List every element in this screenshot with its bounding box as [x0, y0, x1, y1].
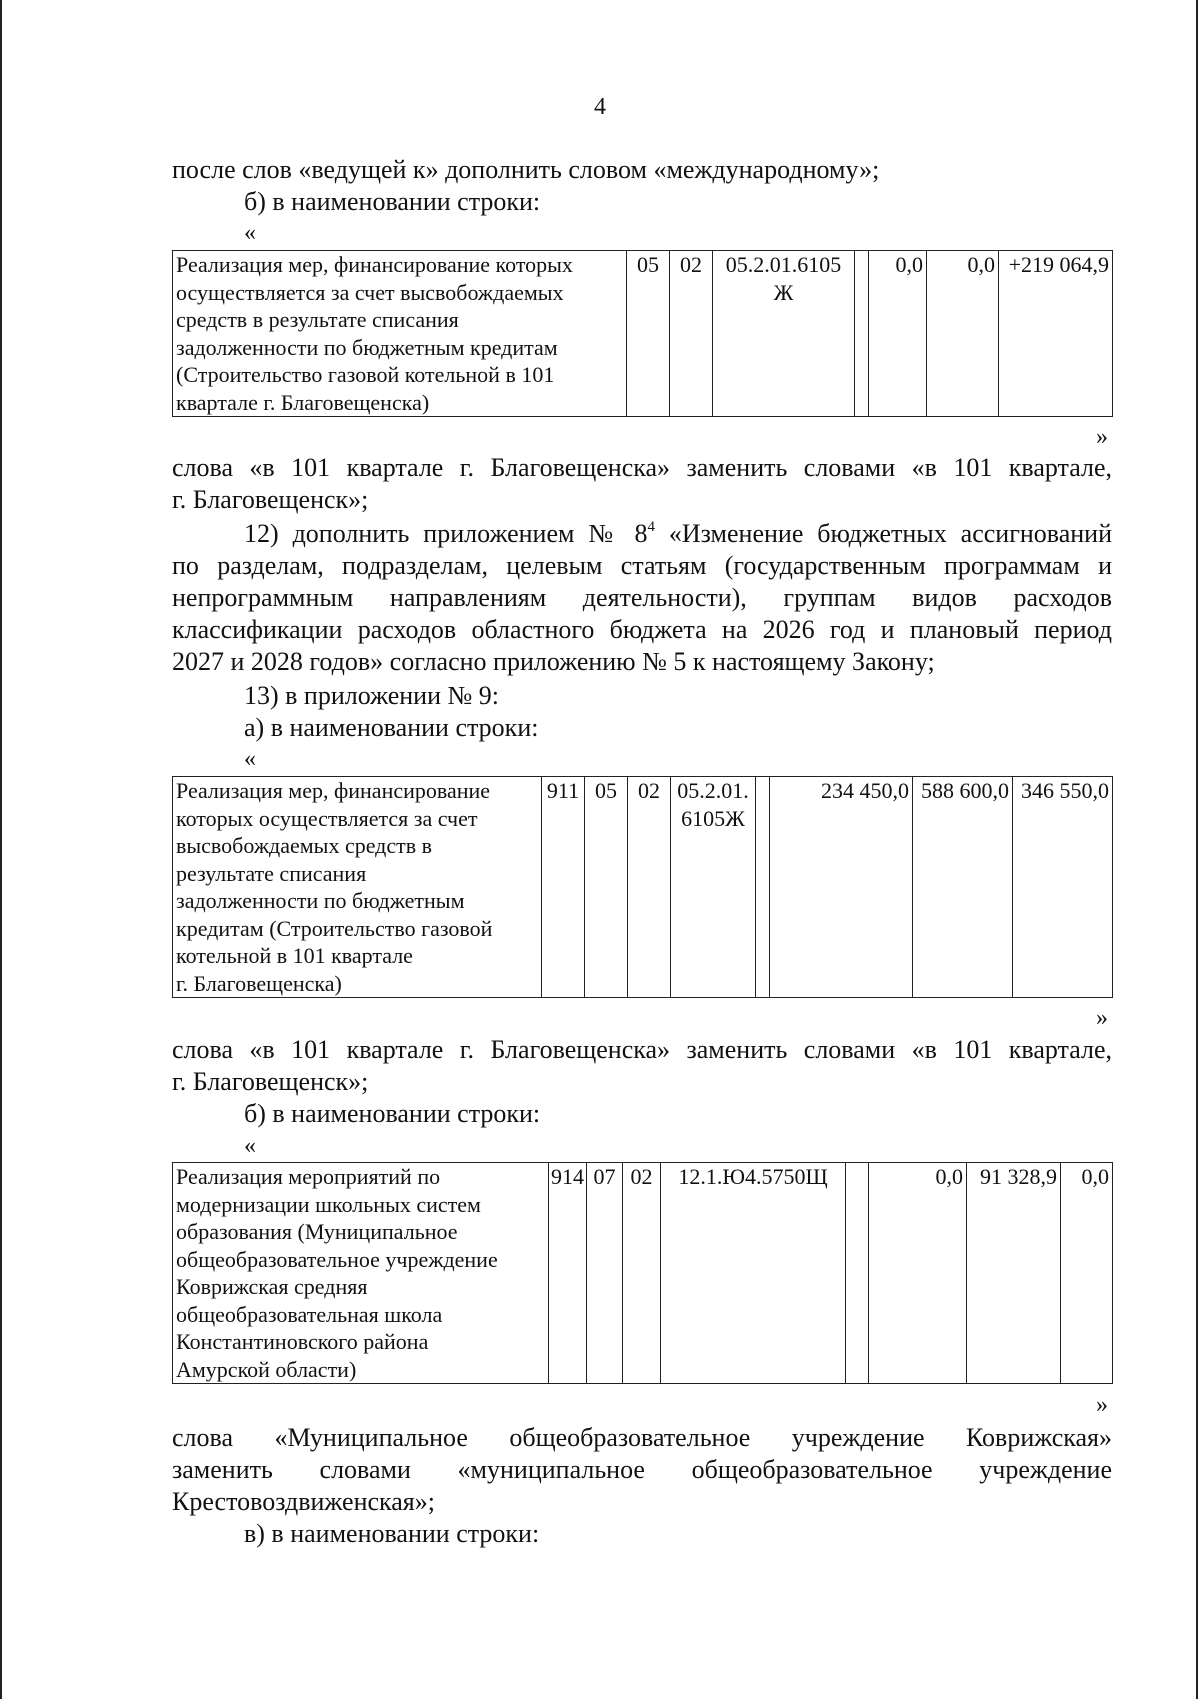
csr-cell: 12.1.Ю4.5750Щ	[661, 1163, 846, 1384]
text-line: б) в наименовании строки:	[244, 187, 541, 216]
razdel-cell: 05	[585, 777, 628, 998]
vr-cell	[846, 1163, 869, 1384]
text-line: после слов «ведущей к» дополнить словом «международному»;	[172, 155, 880, 184]
scan-right-edge	[1196, 0, 1198, 1699]
text-line: в) в наименовании строки:	[244, 1519, 540, 1548]
scan-left-edge	[0, 0, 2, 1699]
text-line: г. Благовещенск»;	[172, 485, 369, 514]
sum-cell-1: 0,0	[869, 1163, 967, 1384]
row-description: Реализация мер, финансирование которых осуществляется за счет высвобождаемых средств в результате списания задолженности по бюджетным кредитам (Строительство газовой котельной в 101 квартале г. Благовещенска)	[173, 777, 542, 998]
text-line: г. Благовещенск»;	[172, 1067, 369, 1096]
text-line: слова «в 101 квартале г. Благовещенска» заменить словами «в 101 квартале,	[172, 453, 1112, 482]
podrazdel-cell: 02	[628, 777, 671, 998]
text-line: Крестовоздвиженская»;	[172, 1487, 435, 1516]
page-number: 4	[594, 94, 606, 120]
text-line: классификации расходов областного бюджета на 2026 год и плановый период	[172, 615, 1112, 644]
open-quote: «	[244, 220, 256, 246]
close-quote: »	[1096, 424, 1108, 450]
podrazdel-cell: 02	[670, 251, 713, 417]
text-line: 12) дополнить приложением № $8^4$ «Изменение бюджетных ассигнований	[244, 519, 1112, 548]
text-line: б) в наименовании строки:	[244, 1099, 541, 1128]
text-line: слова «Муниципальное общеобразовательное учреждение Коврижская»	[172, 1423, 1112, 1452]
sum-cell-1: 234 450,0	[770, 777, 913, 998]
sum-cell-1: 0,0	[869, 251, 927, 417]
text-line: 13) в приложении № 9:	[244, 681, 500, 710]
row-description: Реализация мер, финансирование которых осуществляется за счет высвобождаемых средств в результате списания задолженности по бюджетным кредитам (Строительство газовой котельной в 101 квартале г. Благовещенска)	[173, 251, 627, 417]
table-row	[173, 1163, 1113, 1384]
text-line: непрограммным направлениям деятельности), группам видов расходов	[172, 583, 1112, 612]
sum-cell-3: +219 064,9	[999, 251, 1113, 417]
text-line: а) в наименовании строки:	[244, 713, 539, 742]
text-line: 2027 и 2028 годов» согласно приложению № 5 к настоящему Закону;	[172, 647, 935, 676]
sum-cell-3: 346 550,0	[1013, 777, 1113, 998]
sum-cell-2: 91 328,9	[967, 1163, 1061, 1384]
sum-cell-2: 0,0	[927, 251, 999, 417]
csr-cell: 05.2.01. 6105Ж	[671, 777, 756, 998]
csr-cell: 05.2.01.6105 Ж	[713, 251, 855, 417]
vr-cell	[855, 251, 869, 417]
budget-row-table-1	[172, 250, 1113, 417]
open-quote: «	[244, 1133, 256, 1159]
table-row	[173, 251, 1113, 417]
table-row	[173, 777, 1113, 998]
grbs-cell: 914	[549, 1163, 587, 1384]
razdel-cell: 05	[627, 251, 670, 417]
text-line: заменить словами «муниципальное общеобразовательное учреждение	[172, 1455, 1112, 1484]
sum-cell-3: 0,0	[1061, 1163, 1113, 1384]
close-quote: »	[1096, 1005, 1108, 1031]
row-description: Реализация мероприятий по модернизации школьных систем образования (Муниципальное общеобразовательное учреждение Коврижская средняя общеобразовательная школа Константиновского района Амурской области)	[173, 1163, 549, 1384]
close-quote: »	[1096, 1392, 1108, 1418]
razdel-cell: 07	[587, 1163, 623, 1384]
budget-row-table-3	[172, 1162, 1113, 1384]
sum-cell-2: 588 600,0	[913, 777, 1013, 998]
text-line: по разделам, подразделам, целевым статьям (государственным программам и	[172, 551, 1112, 580]
text-line: слова «в 101 квартале г. Благовещенска» заменить словами «в 101 квартале,	[172, 1035, 1112, 1064]
grbs-cell: 911	[542, 777, 585, 998]
podrazdel-cell: 02	[623, 1163, 661, 1384]
open-quote: «	[244, 746, 256, 772]
vr-cell	[756, 777, 770, 998]
budget-row-table-2	[172, 776, 1113, 998]
